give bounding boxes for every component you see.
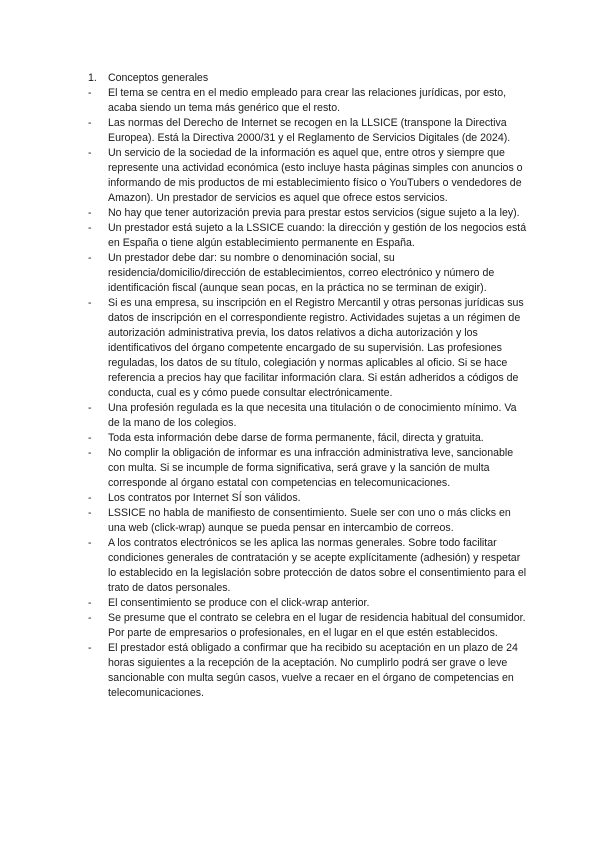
list-item-text: Un servicio de la sociedad de la información es aquel que, entre otros y siempre que represente una actividad económica (esto incluye hasta páginas simples con anuncios o informando de mis productos de mi establecimiento físico o YouTubers o vendedores de Amazon). Un prestador de servicios es aquel que ofrece estos servicios. bbox=[108, 147, 523, 204]
list-item bbox=[88, 146, 528, 206]
bullet-list bbox=[88, 86, 528, 701]
list-item bbox=[88, 596, 528, 611]
list-item bbox=[88, 431, 528, 446]
bullet-dash: - bbox=[88, 147, 92, 159]
bullet-dash: - bbox=[88, 447, 92, 459]
bullet-dash: - bbox=[88, 222, 92, 234]
list-item-text: Una profesión regulada es la que necesita una titulación o de conocimiento mínimo. Va de la mano de los colegios. bbox=[108, 402, 517, 429]
bullet-dash: - bbox=[88, 642, 92, 654]
bullet-dash: - bbox=[88, 612, 92, 624]
list-item-text: El consentimiento se produce con el click-wrap anterior. bbox=[108, 597, 370, 609]
document-body bbox=[88, 71, 528, 701]
list-item-text: A los contratos electrónicos se les aplica las normas generales. Sobre todo facilitar condiciones generales de contratación y se acepte explícitamente (adhesión) y respetar lo establecido en la legislación sobre protección de datos sobre el consentimiento para el trato de datos personales. bbox=[108, 537, 527, 594]
list-item-text: El tema se centra en el medio empleado para crear las relaciones jurídicas, por esto, acaba siendo un tema más genérico que el resto. bbox=[108, 87, 507, 114]
list-item bbox=[88, 611, 528, 641]
bullet-dash: - bbox=[88, 597, 92, 609]
list-item-text: Si es una empresa, su inscripción en el Registro Mercantil y otras personas jurídicas sus datos de inscripción en el correspondiente registro. Actividades sujetas a un régimen de autorización administrativa previa, los datos relativos a dicha autorización y los identificativos del órgano competente encargado de su supervisión. Las profesiones reguladas, los datos de su título, colegiación y normas aplicables al oficio. Si se hace referencia a precios hay que facilitar información clara. Si están adheridos a códigos de conducta, cual es y cómo puede consultar electrónicamente. bbox=[108, 297, 524, 399]
list-item-text: No hay que tener autorización previa para prestar estos servicios (sigue sujeto a la ley). bbox=[108, 207, 520, 219]
bullet-dash: - bbox=[88, 117, 92, 129]
bullet-dash: - bbox=[88, 297, 92, 309]
bullet-dash: - bbox=[88, 207, 92, 219]
list-item-text: El prestador está obligado a confirmar que ha recibido su aceptación en un plazo de 24 horas siguientes a la recepción de la aceptación. No cumplirlo podrá ser grave o leve sancionable con multa según casos, vuelve a recaer en el órgano de competencias en telecomunicaciones. bbox=[108, 642, 518, 699]
bullet-dash: - bbox=[88, 432, 92, 444]
list-item-text: LSSICE no habla de manifiesto de consentimiento. Suele ser con uno o más clicks en una web (click-wrap) aunque se pueda pensar en intercambio de correos. bbox=[108, 507, 511, 534]
heading-number: 1. bbox=[88, 72, 97, 84]
bullet-dash: - bbox=[88, 252, 92, 264]
list-item bbox=[88, 116, 528, 146]
list-item bbox=[88, 641, 528, 701]
list-item-text: Un prestador está sujeto a la LSSICE cuando: la dirección y gestión de los negocios está en España o tiene algún establecimiento permanente en España. bbox=[108, 222, 527, 249]
bullet-dash: - bbox=[88, 492, 92, 504]
list-item bbox=[88, 86, 528, 116]
bullet-dash: - bbox=[88, 507, 92, 519]
list-item bbox=[88, 296, 528, 401]
list-item-text: No complir la obligación de informar es una infracción administrativa leve, sancionable con multa. Si se incumple de forma significativa, será grave y la sanción de multa corresponde al órgano estatal con competencias en telecomunicaciones. bbox=[108, 447, 514, 489]
list-item-text: Las normas del Derecho de Internet se recogen en la LLSICE (transpone la Directiva Europea). Está la Directiva 2000/31 y el Reglamento de Servicios Digitales (de 2024). bbox=[108, 117, 511, 144]
list-item-text: Los contratos por Internet SÍ son válidos. bbox=[108, 492, 301, 504]
list-item-text: Se presume que el contrato se celebra en el lugar de residencia habitual del consumidor. Por parte de empresarios o profesionales, en el lugar en el que estén establecidos. bbox=[108, 612, 526, 639]
list-item bbox=[88, 251, 528, 296]
list-item bbox=[88, 491, 528, 506]
section-heading bbox=[88, 71, 528, 86]
bullet-dash: - bbox=[88, 87, 92, 99]
list-item bbox=[88, 401, 528, 431]
list-item bbox=[88, 206, 528, 221]
list-item bbox=[88, 446, 528, 491]
list-item-text: Un prestador debe dar: su nombre o denominación social, su residencia/domicilio/dirección de establecimientos, correo electrónico y número de identificación fiscal (aunque sean pocas, en la práctica no se terminan de exigir). bbox=[108, 252, 495, 294]
heading-text: Conceptos generales bbox=[108, 72, 209, 84]
list-item bbox=[88, 536, 528, 596]
bullet-dash: - bbox=[88, 537, 92, 549]
list-item bbox=[88, 506, 528, 536]
list-item-text: Toda esta información debe darse de forma permanente, fácil, directa y gratuita. bbox=[108, 432, 484, 444]
bullet-dash: - bbox=[88, 402, 92, 414]
list-item bbox=[88, 221, 528, 251]
